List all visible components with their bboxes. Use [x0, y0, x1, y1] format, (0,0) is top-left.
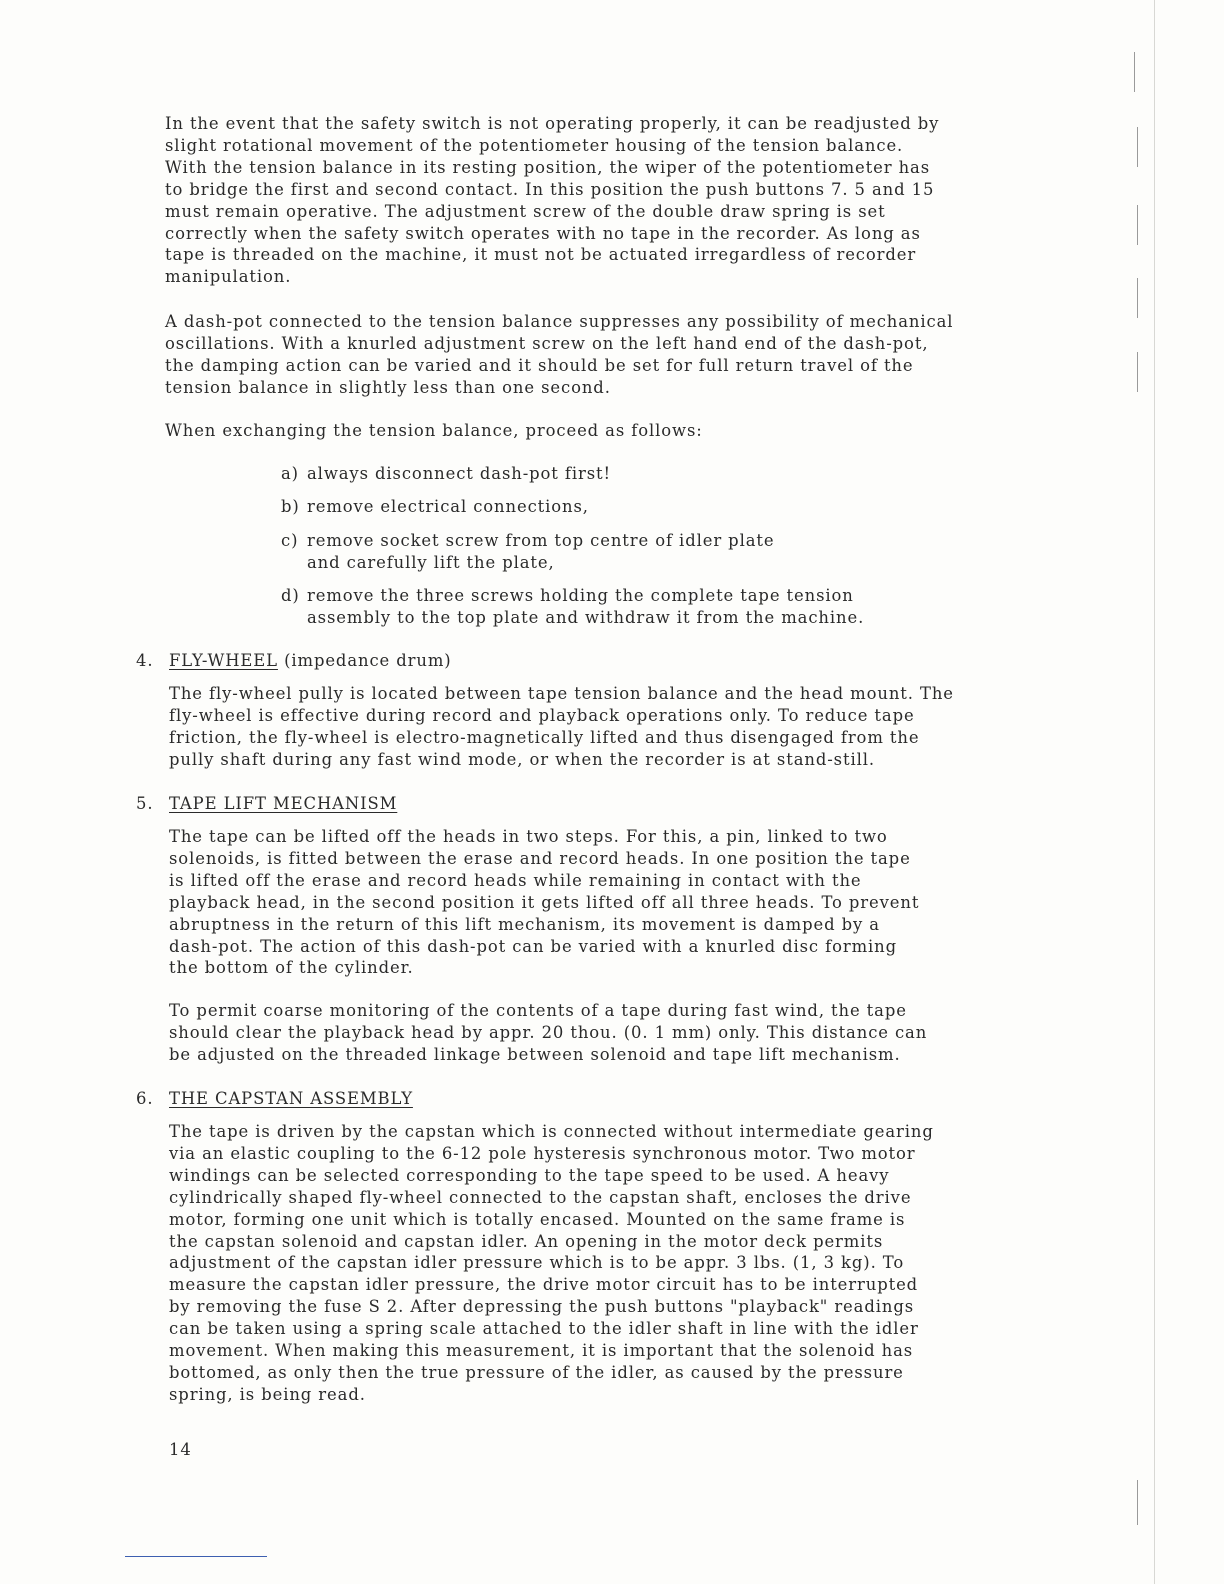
paragraph-monitoring: To permit coarse monitoring of the contents of a tape during fast wind, the tape should clear the playback head by appr. 20 thou. (0. 1 mm) only. This distance can be adjusted on the threaded linkage between solenoid and tape lift mechanism. [169, 1001, 928, 1064]
binding-mark [1134, 52, 1135, 92]
paragraph-exchange-intro: When exchanging the tension balance, proceed as follows: [165, 421, 703, 440]
list-text: remove the three screws holding the complete tape tension assembly to the top plate and withdraw it from the machine. [307, 586, 865, 627]
binding-mark [1137, 1480, 1138, 1525]
binding-mark [1137, 352, 1138, 392]
binding-mark [1137, 127, 1138, 167]
section-title: THE CAPSTAN ASSEMBLY [169, 1089, 413, 1108]
binding-mark [1137, 205, 1138, 245]
paragraph-safety-switch: In the event that the safety switch is not operating properly, it can be readjusted by slight rotational movement of the potentiometer housing of the tension balance. With the tension balance in its resting position, the wiper of the potentiometer has to bridge the first and second contact. In this position the push buttons 7. 5 and 15 must remain operative. The adjustment screw of the double draw spring is set correctly when the safety switch operates with no tape in the recorder. As long as tape is threaded on the machine, it must not be actuated irregardless of recorder manipulation. [165, 114, 940, 287]
paragraph-capstan: The tape is driven by the capstan which is connected without intermediate gearing via an elastic coupling to the 6-12 pole hysteresis synchronous motor. Two motor windings can be selected corresponding to the tape speed to be used. A heavy cylindrically shaped fly-wheel connected to the capstan shaft, encloses the drive motor, forming one unit which is totally encased. Mounted on the same frame is the capstan solenoid and capstan idler. An opening in the motor deck permits adjustment of the capstan idler pressure which is to be appr. 3 lbs. (1, 3 kg). To measure the capstan idler pressure, the drive motor circuit has to be interrupted by removing the fuse S 2. After depressing the push buttons "playback" readings can be taken using a spring scale attached to the idler shaft in line with the idler movement. When making this measurement, it is important that the solenoid has bottomed, as only then the true pressure of the idler, as caused by the pressure spring, is being read. [169, 1122, 934, 1404]
section-title: FLY-WHEEL [169, 651, 278, 670]
list-marker: c) [281, 531, 299, 550]
paragraph-fly-wheel: The fly-wheel pully is located between tape tension balance and the head mount. The fly-wheel is effective during record and playback operations only. To reduce tape friction, the fly-wheel is electro-magnetically lifted and thus disengaged from the pully shaft during any fast wind mode, or when the recorder is at stand-still. [169, 684, 954, 769]
section-number: 6. [136, 1089, 154, 1108]
list-marker: d) [281, 586, 300, 605]
section-title: TAPE LIFT MECHANISM [169, 794, 398, 813]
scan-edge-line [125, 1556, 267, 1557]
list-text: remove electrical connections, [307, 497, 589, 516]
section-subtitle: (impedance drum) [284, 651, 452, 670]
section-number: 5. [136, 794, 154, 813]
list-marker: b) [281, 497, 300, 516]
section-number: 4. [136, 651, 154, 670]
page-edge-shadow [1154, 0, 1155, 1584]
page-number: 14 [169, 1440, 192, 1459]
list-marker: a) [281, 464, 299, 483]
list-text: remove socket screw from top centre of idler plate and carefully lift the plate, [307, 531, 775, 572]
binding-mark [1137, 278, 1138, 318]
list-text: always disconnect dash-pot first! [307, 464, 612, 483]
paragraph-dash-pot: A dash-pot connected to the tension balance suppresses any possibility of mechanical oscillations. With a knurled adjustment screw on the left hand end of the dash-pot, the damping action can be varied and it should be set for full return travel of the tension balance in slightly less than one second. [165, 312, 954, 397]
paragraph-tape-lift: The tape can be lifted off the heads in two steps. For this, a pin, linked to two solenoids, is fitted between the erase and record heads. In one position the tape is lifted off the erase and record heads while remaining in contact with the playback head, in the second position it gets lifted off all three heads. To prevent abruptness in the return of this lift mechanism, its movement is damped by a dash-pot. The action of this dash-pot can be varied with a knurled disc forming the bottom of the cylinder. [169, 827, 920, 978]
